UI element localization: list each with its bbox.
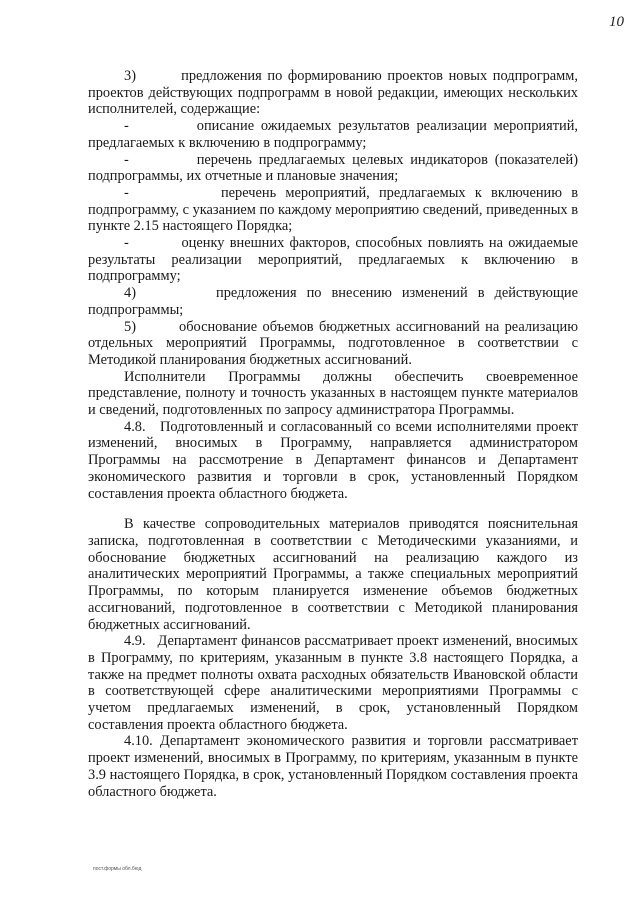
paragraph-dash-2: - перечень предлагаемых целевых индикаторов (показателей) подпрограммы, их отчетные и плановые значения;: [88, 151, 578, 185]
paragraph-item-4: 4) предложения по внесению изменений в действующие подпрограммы;: [88, 285, 578, 318]
paragraph-executors: Исполнители Программы должны обеспечить своевременное представление, полноту и точность указанных в настоящем пункте материалов и сведений, подготовленных по запросу администратора Программы.: [88, 368, 578, 419]
document-body: [88, 68, 578, 800]
paragraph-supporting-materials: В качестве сопроводительных материалов приводятся пояснительная записка, подготовленная в соответствии с Методическими указаниями, и обоснование бюджетных ассигнований на реализацию каждого из аналитических мероприятий Программы, а также специальных мероприятий Программы, по которым планируется изменение объемов бюджетных ассигнований, подготовленное в соответствии с Методикой планирования бюджетных ассигнований.: [88, 516, 578, 633]
paragraph-dash-4: - оценку внешних факторов, способных повлиять на ожидаемые результаты реализации мероприятий, предлагаемых к включению в подпрограмму;: [88, 235, 578, 285]
footer-note: пост.формы обл.бюд: [93, 866, 142, 872]
paragraph-item-5: 5) обоснование объемов бюджетных ассигнований на реализацию отдельных мероприятий Программы, подготовленное в соответствии с Методикой планирования бюджетных ассигнований.: [88, 318, 578, 368]
page-number: 10: [609, 14, 624, 30]
paragraph-4-9: 4.9. Департамент финансов рассматривает проект изменений, вносимых в Программу, по критериям, указанным в пункте 3.8 настоящего Порядка, а также на предмет полноты охвата расходных обязательств Ивановской области в соответствующей сфере аналитическими мероприятиями Программы с учетом предлагаемых изменений, в срок, установленный Порядком составления проекта областного бюджета.: [88, 633, 578, 733]
paragraph-dash-3: - перечень мероприятий, предлагаемых к включению в подпрограмму, с указанием по каждому мероприятию сведений, приведенных в пункте 2.15 настоящего Порядка;: [88, 184, 578, 235]
paragraph-4-8: 4.8. Подготовленный и согласованный со всеми исполнителями проект изменений, вносимых в Программу, направляется администратором Программы на рассмотрение в Департамент финансов и Департамент экономического развития и торговли в срок, установленный Порядком составления проекта областного бюджета.: [88, 418, 578, 502]
paragraph-4-10: 4.10. Департамент экономического развития и торговли рассматривает проект изменений, вносимых в Программу, по критериям, указанным в пункте 3.9 настоящего Порядка, в срок, установленный Порядком составления проекта областного бюджета.: [88, 733, 578, 800]
paragraph-dash-1: - описание ожидаемых результатов реализации мероприятий, предлагаемых к включению в подпрограмму;: [88, 118, 578, 151]
paragraph-item-3: 3) предложения по формированию проектов новых подпрограмм, проектов действующих подпрограмм в новой редакции, имеющих нескольких исполнителей, содержащие:: [88, 68, 578, 118]
